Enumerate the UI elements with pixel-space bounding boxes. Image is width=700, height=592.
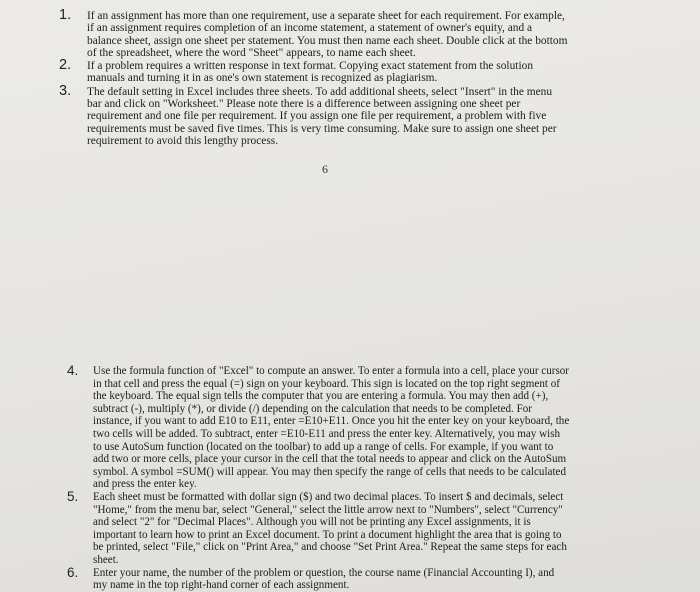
instruction-list-top xyxy=(59,7,569,147)
list-item xyxy=(59,82,569,147)
item-text: Use the formula function of "Excel" to compute an answer. To enter a formula into a cell, place your cursor in that cell and press the equal (=) sign on your keyboard. This sign is located on the top right segment of the keyboard. The equal sign tells the computer that you are entering a formula. You may then add (+), subtract (-), multiply (*), or divide (/) depending on the calculation that needs to be completed. For instance, if you want to add E10 to E11, enter =E10+E11. Once you hit the enter key on your keyboard, the two cells will be added. To subtract, enter =E10-E11 and press the enter key. Alternatively, you may wish to use AutoSum function (located on the toolbar) to add up a range of cells. For example, if you want to add two or more cells, place your cursor in the cell that the total needs to appear and click on the AutoSum symbol. A symbol =SUM() will appear. You may then specify the range of cells that needs to be calculated and press the enter key. xyxy=(93,365,570,491)
item-number: 2. xyxy=(59,57,72,74)
item-text: The default setting in Excel includes three sheets. To add additional sheets, select "Insert" in the menu bar and click on "Worksheet." Please note there is a difference between assigning one sheet per requirement and one file per requirement. If you assign one file per requirement, a problem with five requirements must be saved five times. This is very time consuming. Make sure to assign one sheet per requirement to avoid this lengthy process. xyxy=(87,85,557,147)
page-number: 6 xyxy=(322,162,328,176)
item-number: 3. xyxy=(59,82,72,99)
list-item xyxy=(59,7,569,59)
item-text: If a problem requires a written response in text format. Copying exact statement from the solution manuals and turning it in as one's own statement is recognized as plagiarism. xyxy=(87,60,534,85)
list-item xyxy=(67,488,571,567)
item-number: 4. xyxy=(67,363,79,378)
item-number: 1. xyxy=(59,7,72,23)
list-item xyxy=(67,363,571,491)
item-number: 6. xyxy=(67,564,79,580)
list-item xyxy=(67,564,571,592)
item-text: Enter your name, the number of the problem or question, the course name (Financial Accounting I), and my name in the top right-hand corner of each assignment. xyxy=(93,566,555,592)
list-item xyxy=(59,57,569,85)
item-text: If an assignment has more than one requirement, use a separate sheet for each requirement. For example, if an assignment requires completion of an income statement, a statement of owner's equity, and a balance sheet, assign one sheet per statement. You must then name each sheet. Double click at the bottom of the spreadsheet, where the word "Sheet" appears, to name each sheet. xyxy=(87,10,568,59)
instruction-list-bottom xyxy=(67,363,571,592)
item-number: 5. xyxy=(67,488,79,504)
item-text: Each sheet must be formatted with dollar sign ($) and two decimal places. To insert $ and decimals, select "Home," from the menu bar, select "General," select the little arrow next to "Numbers", select "Currency" and select "2" for "Decimal Places". Although you will not be printing any Excel assignments, it is important to learn how to print an Excel document. To print a document highlight the area that is going to be printed, select "File," click on "Print Area," and choose "Set Print Area." Repeat the same steps for each sheet. xyxy=(93,490,567,566)
